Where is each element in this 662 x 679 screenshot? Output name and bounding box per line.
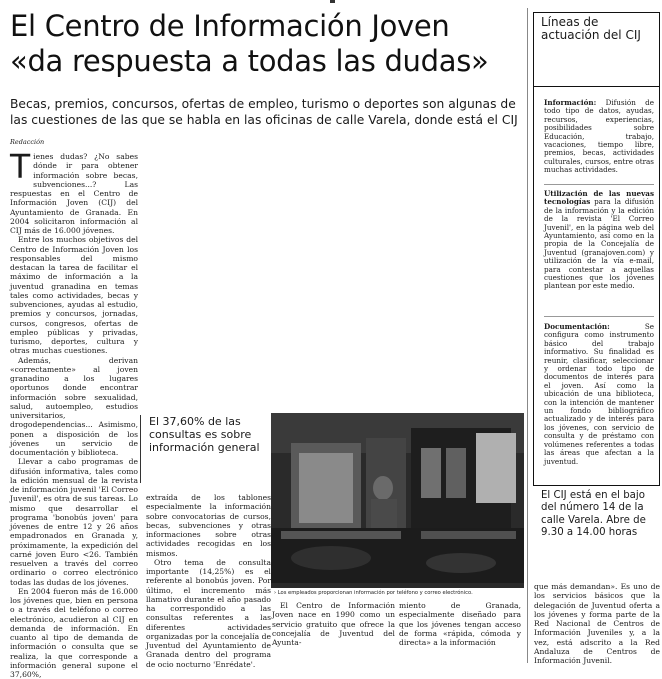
article-column-5 bbox=[534, 582, 660, 665]
sidebar-divider bbox=[544, 184, 654, 185]
article-column-1 bbox=[10, 147, 138, 679]
article-column-4 bbox=[399, 601, 521, 661]
sidebar-section-documentacion bbox=[544, 323, 654, 466]
sidebar-section-informacion bbox=[544, 99, 654, 175]
paragraph-4: Llevar a cabo programas de difusión informativa, tales como la edición mensual de la revista de información juvenil 'El Correo Juvenil', es otra de sus tareas. Lo mismo que desarrollar el programa 'bonobús joven' para jóvenes de entre 12 y 26 años empadronados en Granada y, próximamente, la expedición del carné joven Euro <26. También resuelven a través del correo ordinario o correo electrónico todas las dudas de los jóvenes. bbox=[10, 457, 138, 587]
paragraph-1 bbox=[10, 147, 138, 235]
headline-line-1: El Centro de Información Joven bbox=[10, 9, 450, 43]
byline: Redacción bbox=[10, 138, 45, 146]
article-column-3 bbox=[272, 601, 395, 661]
sidebar-section-head: Información: bbox=[544, 98, 597, 107]
paragraph-3: Además, derivan «correctamente» al joven granadino a los lugares oportunos donde encontrar información sobre sexualidad, salud, autoempleo, estudios universitarios, drogodependencias... Asimismo, ponen a disposición de los jóvenes un servicio de documentación y biblioteca. bbox=[10, 355, 138, 457]
deck-subheadline: Becas, premios, concursos, ofertas de empleo, turismo o deportes son algunas de las cuestiones de las que se habla en las oficinas de calle Varela, donde está el CIJ bbox=[10, 97, 518, 127]
column-divider bbox=[527, 8, 528, 663]
paragraph-7: Otro tema de consulta importante (14,25%) es el referente al bonobús joven. Por último, el incremento más llamativo durante el año pasado ha correspondido a las consultas referentes a las diferentes actividades organizadas por la concejalía de Juventud del Ayuntamiento de Granada dentro del programa de ocio nocturno 'Enrédate'. bbox=[146, 557, 271, 669]
paragraph-9: miento de Granada, especialmente diseñado para que los jóvenes tengan acceso de forma «rápida, cómoda y directa» a la información bbox=[399, 601, 521, 647]
pull-quote-text: El 37,60% de las consultas es sobre información general bbox=[149, 415, 260, 454]
sidebar-title-rule bbox=[534, 86, 659, 87]
headline-line-2: «da respuesta a todas las dudas» bbox=[10, 44, 489, 78]
paragraph-6: extraída de los tablones especialmente la información sobre convocatorias de cursos, becas, subvenciones y otras informaciones sobre otras actividades recogidas en los mismos. bbox=[146, 493, 271, 558]
top-edge-mark bbox=[330, 0, 335, 3]
article-photo bbox=[271, 413, 524, 598]
paragraph-10: que más demandan». Es uno de los servicios básicos que la delegación de Juventud oferta a los jóvenes y forma parte de la Red Nacional de Centros de Información Juveniles y, a la vez, está adscrito a la Red Andaluza de Centros de Información Juvenil. bbox=[534, 582, 660, 665]
sidebar-section-body: Difusión de todo tipo de datos, ayudas, recursos, experiencias, posibilidades sobre Educación, trabajo, vacaciones, tiempo libre, premios, becas, actividades culturales, cursos, entre otras muchas actividades. bbox=[544, 98, 654, 175]
paragraph-1-text: ienes dudas? ¿No sabes dónde ir para obtener información sobre becas, subvenciones...? Las respuestas en el Centro de Información Joven (CIJ) del Ayuntamiento de Granada. En 2004 solicitaron información al CIJ más de 16.000 jóvenes. bbox=[10, 152, 138, 235]
sidebar-section-tecnologias bbox=[544, 190, 654, 291]
sidebar-section-body: para la difusión de la información y la edición de la revista 'El Correo Juvenil', en la página web del Ayuntamiento, así como en la propia de la Concejalía de Juventud (granajoven.com) y utilización de la vía e-mail, para contestar a aquellas cuestiones que los jóvenes plantean por este medio. bbox=[544, 197, 654, 291]
paragraph-5: En 2004 fueron más de 16.000 los jóvenes que, bien en persona o a través del teléfono o correo electrónico, acudieron al CIJ en demanda de información. En cuanto al tipo de demanda de información o consulta que se realiza, la que corresponde a información general supone el 37,60%, bbox=[10, 586, 138, 679]
sidebar-title: Líneas de actuación del CIJ bbox=[541, 15, 641, 42]
sidebar-section-head: Documentación: bbox=[544, 322, 610, 331]
drop-cap: T bbox=[10, 147, 31, 186]
office-photo-image bbox=[271, 413, 524, 598]
location-info-box bbox=[533, 490, 661, 578]
location-info-text: El CIJ está en el bajo del número 14 de la calle Varela. Abre de 9.30 a 14.00 horas bbox=[541, 490, 646, 539]
article-column-2 bbox=[146, 493, 271, 669]
photo-caption: › Los empleados proporcionan información por teléfono y correo electrónico. bbox=[271, 588, 524, 598]
sidebar-section-body: Se configura como instrumento básico del trabajo informativo. Su finalidad es reunir, clasificar, seleccionar y ordenar todo tipo de documentos de interés para el joven. Así como la ubicación de una biblioteca, con la intención de mantener un fondo bibliográfico actualizado y de interés para los jóvenes, con servicio de consulta y de préstamo con volúmenes referentes a todas las áreas que afectan a la juventud. bbox=[544, 322, 654, 466]
paragraph-8: El Centro de Información Joven nace en 1990 como un servicio gratuito que ofrece la concejalía de Juventud del Ayunta- bbox=[272, 601, 395, 647]
sidebar-box bbox=[533, 12, 660, 486]
paragraph-2: Entre los muchos objetivos del Centro de Información Joven los responsables del mismo destacan la tarea de facilitar el máximo de información a la juventud granadina en temas tales como actividades, becas y subvenciones, ayudas al estudio, premios y concursos, jornadas, cursos, congresos, ofertas de empleo públicas y privadas, turismo, deportes, cultura y otras muchas cuestiones. bbox=[10, 235, 138, 356]
sidebar-section-head: Utilización de las nuevas tecnologías bbox=[544, 189, 654, 207]
sidebar-divider bbox=[544, 316, 654, 317]
pull-quote bbox=[140, 415, 275, 483]
